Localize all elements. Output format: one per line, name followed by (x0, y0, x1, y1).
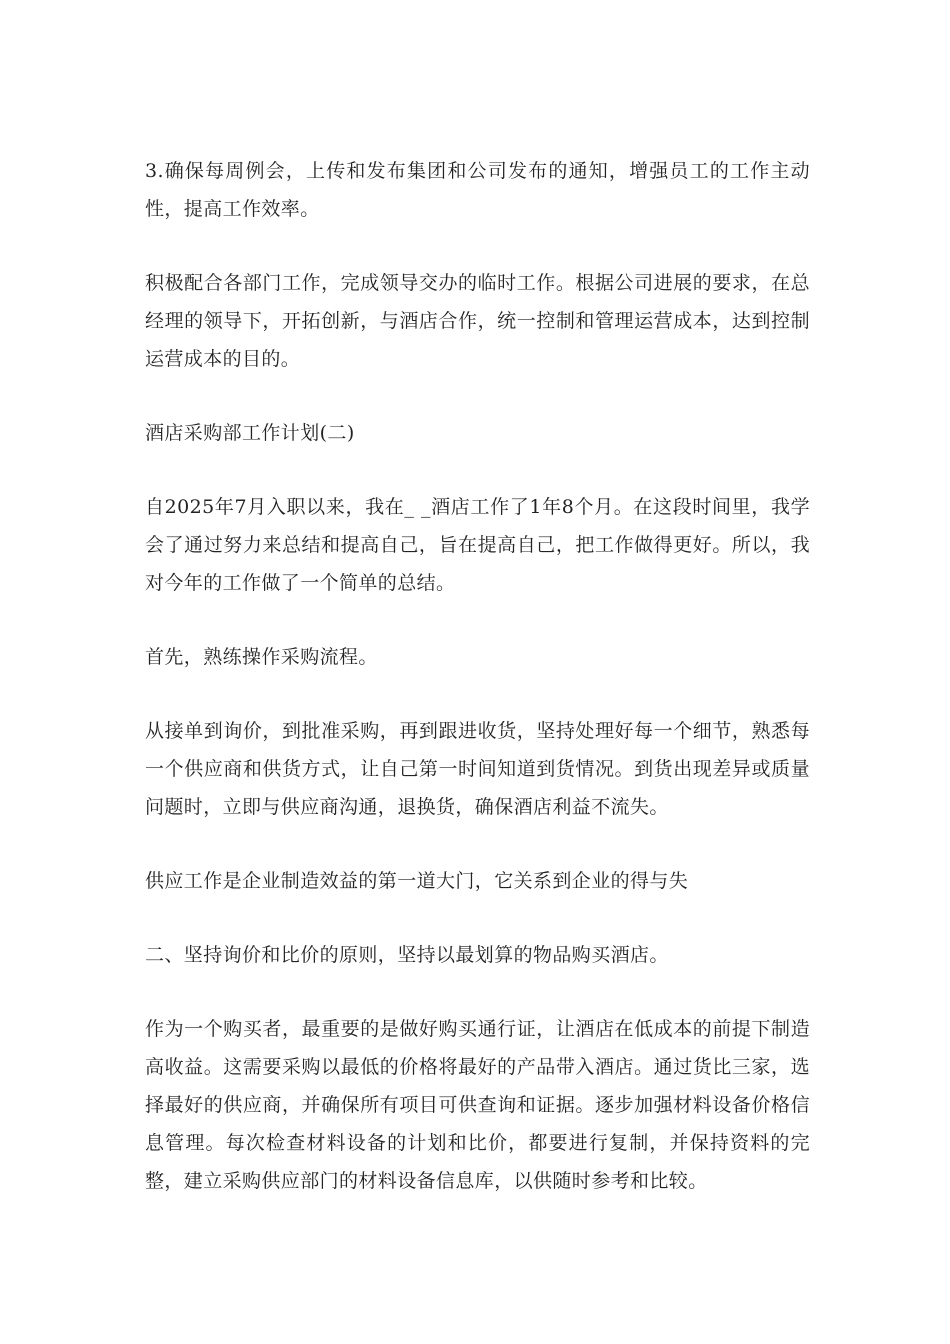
paragraph-price-comparison-principle: 二、坚持询价和比价的原则，坚持以最划算的物品购买酒店。 (145, 944, 669, 966)
paragraph-buyer-responsibility: 作为一个购买者，最重要的是做好购买通行证，让酒店在低成本的前提下制造高收益。这需要采购以最低的价格将最好的产品带入酒店。通过货比三家，选择最好的供应商，并确保所有项目可供查询和证据。逐步加强材料设备价格信息管理。每次检查材料设备的计划和比价，都要进行复制，并保持资料的完整，建立采购供应部门的材料设备信息库，以供随时参考和比较。 (145, 1018, 810, 1192)
paragraph-since-joining: 自2025年7月入职以来，我在_ _酒店工作了1年8个月。在这段时间里，我学会了通过努力来总结和提高自己，旨在提高自己，把工作做得更好。所以，我对今年的工作做了一个简单的总结。 (145, 496, 810, 594)
paragraph-first-procedure: 首先，熟练操作采购流程。 (145, 646, 378, 668)
paragraph-weekly-meeting: 3.确保每周例会，上传和发布集团和公司发布的通知，增强员工的工作主动性，提高工作效率。 (145, 160, 810, 220)
document-body (145, 152, 810, 1236)
section-heading-purchasing-plan: 酒店采购部工作计划(二) (145, 422, 355, 444)
paragraph-order-to-receipt: 从接单到询价，到批准采购，再到跟进收货，坚持处理好每一个细节，熟悉每一个供应商和供货方式，让自己第一时间知道到货情况。到货出现差异或质量问题时，立即与供应商沟通，退换货，确保酒店利益不流失。 (145, 720, 810, 818)
paragraph-cooperate-departments: 积极配合各部门工作，完成领导交办的临时工作。根据公司进展的要求，在总经理的领导下，开拓创新，与酒店合作，统一控制和管理运营成本，达到控制运营成本的目的。 (145, 272, 810, 370)
paragraph-supply-gateway: 供应工作是企业制造效益的第一道大门，它关系到企业的得与失 (145, 870, 689, 892)
